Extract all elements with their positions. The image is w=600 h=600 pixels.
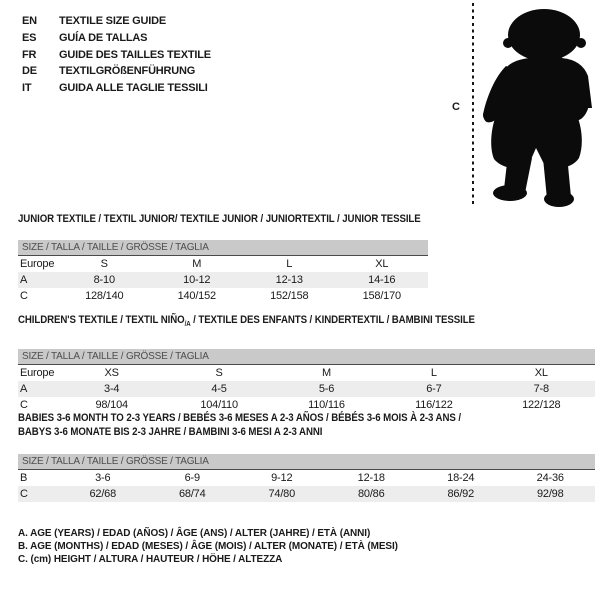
cell: 6-7 [426, 383, 442, 396]
cell: 116/122 [415, 399, 453, 412]
lang-row-de [22, 63, 211, 80]
cell: 4-5 [211, 383, 227, 396]
lang-row-es [22, 30, 211, 47]
lang-title: TEXTILGRÖßENFÜHRUNG [59, 65, 196, 78]
lang-row-fr [22, 47, 211, 64]
row-label: C [20, 399, 28, 412]
children-size-header: SIZE / TALLA / TAILLE / GRÖSSE / TAGLIA [18, 349, 595, 365]
cell: 110/116 [308, 399, 345, 412]
row-label: Europe [20, 258, 55, 270]
cell: 5-6 [318, 383, 335, 396]
cell: M [321, 367, 331, 380]
junior-size-header: SIZE / TALLA / TAILLE / GRÖSSE / TAGLIA [18, 240, 428, 256]
row-label: C [20, 290, 28, 302]
table-row [18, 381, 595, 397]
lang-title: GUIDE DES TAILLES TEXTILE [59, 48, 211, 61]
cell: 12-18 [357, 472, 385, 484]
cell: 24-36 [536, 472, 564, 484]
lang-row-en [22, 13, 211, 30]
cell: 80/86 [357, 488, 385, 500]
babies-table-title-line2: BABYS 3-6 MONATE BIS 2-3 JAHRE / BAMBINI 3-6 MESI A 2-3 ANNI [18, 426, 323, 438]
table-row [18, 288, 428, 304]
cell: 18-24 [447, 472, 475, 484]
cell: M [192, 258, 202, 270]
lang-code: FR [22, 48, 37, 61]
lang-row-it [22, 80, 211, 97]
cell: 12-13 [275, 274, 303, 286]
cell: 140/152 [177, 290, 216, 302]
babies-size-table [18, 470, 595, 502]
lang-title: TEXTILE SIZE GUIDE [59, 15, 167, 27]
cell: 68/74 [178, 488, 206, 500]
cell: 128/140 [85, 290, 124, 302]
cell: XL [534, 367, 548, 380]
title-subscript: /A [184, 321, 191, 329]
cell: 7-8 [533, 383, 549, 396]
cell: XL [375, 258, 389, 270]
table-row [18, 470, 595, 486]
cell: 8-10 [93, 274, 115, 286]
babies-textile-section [18, 411, 595, 502]
language-title-list [22, 13, 211, 97]
table-row [18, 272, 428, 288]
row-label: A [20, 383, 28, 396]
cell: S [215, 367, 223, 380]
row-label: B [20, 472, 28, 484]
cell: 3-4 [104, 383, 120, 396]
children-table-title [18, 313, 526, 332]
junior-table-title: JUNIOR TEXTILE / TEXTIL JUNIOR/ TEXTILE JUNIOR / JUNIORTEXTIL / JUNIOR TESSILE [18, 213, 421, 225]
babies-table-title-line1: BABIES 3-6 MONTH TO 2-3 YEARS / BEBÉS 3-6 MESES A 2-3 AÑOS / BÉBÉS 3-6 MOIS À 2-3 ANS / [18, 412, 461, 424]
height-measure-label: C [452, 101, 460, 113]
cell: 158/170 [362, 290, 401, 302]
cell: 92/98 [536, 488, 564, 500]
junior-textile-section [18, 212, 428, 304]
cell: 86/92 [447, 488, 475, 500]
title-part: CHILDREN'S TEXTILE / TEXTIL NIÑO [18, 314, 185, 326]
footnote-b: B. AGE (MONTHS) / EDAD (MESES) / ÂGE (MOIS) / ALTER (MONATE) / ETÀ (MESI) [18, 540, 398, 553]
baby-silhouette-icon [478, 8, 596, 208]
cell: 104/110 [200, 399, 238, 412]
row-label: A [20, 274, 28, 286]
cell: 6-9 [184, 472, 200, 484]
cell: L [286, 258, 293, 270]
lang-title: GUIDA ALLE TAGLIE TESSILI [59, 82, 208, 95]
cell: XS [104, 367, 119, 380]
row-label: Europe [20, 367, 55, 380]
cell: 14-16 [368, 274, 396, 286]
lang-code: IT [22, 82, 32, 95]
table-row [18, 486, 595, 502]
lang-code: EN [22, 15, 37, 27]
lang-code: DE [22, 65, 37, 78]
height-measure-line [472, 3, 474, 207]
babies-size-header: SIZE / TALLA / TAILLE / GRÖSSE / TAGLIA [18, 454, 595, 470]
cell: 152/158 [270, 290, 309, 302]
children-textile-section [18, 313, 595, 413]
lang-title: GUÍA DE TALLAS [59, 31, 148, 44]
row-label: C [20, 488, 28, 500]
cell: 74/80 [268, 488, 296, 500]
table-row [18, 256, 428, 272]
title-part: / TEXTILE DES ENFANTS / KINDERTEXTIL / BAMBINI TESSILE [190, 314, 475, 326]
table-row [18, 365, 595, 381]
lang-code: ES [22, 31, 37, 44]
cell: S [100, 258, 108, 270]
cell: 98/104 [95, 399, 128, 412]
footnote-c: C. (cm) HEIGHT / ALTURA / HAUTEUR / HÖHE / ALTEZZA [18, 553, 283, 566]
cell: 122/128 [522, 399, 561, 412]
footnote-a: A. AGE (YEARS) / EDAD (AÑOS) / ÂGE (ANS) / ALTER (JAHRE) / ETÀ (ANNI) [18, 527, 371, 539]
junior-size-table [18, 256, 428, 304]
cell: L [430, 367, 437, 380]
cell: 10-12 [183, 274, 211, 286]
cell: 3-6 [95, 472, 111, 484]
footnotes [18, 527, 398, 567]
children-size-table [18, 365, 595, 413]
cell: 62/68 [89, 488, 117, 500]
cell: 9-12 [271, 472, 293, 484]
